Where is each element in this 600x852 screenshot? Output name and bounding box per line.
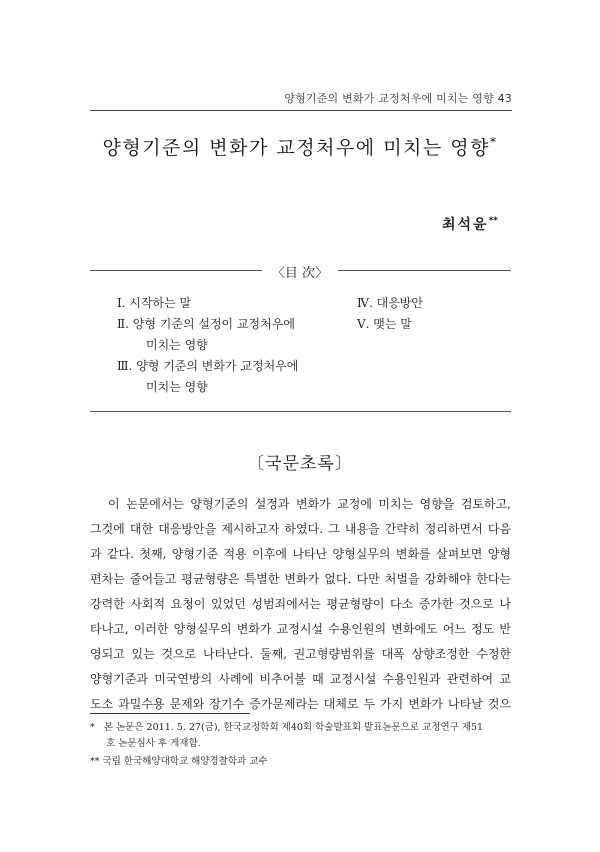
footnote-1-text: 본 논문은 2011. 5. 27(금), 한국교정학회 제40회 학술발표회 발표논문으로 교정연구 제51 xyxy=(103,722,484,733)
title-footnote-mark: * xyxy=(490,135,498,149)
toc-item-3-cont: 미치는 영향 xyxy=(146,380,208,394)
toc-item-3: Ⅲ. 양형 기준의 변화가 교정처우에 xyxy=(117,359,299,373)
abstract-line: 도소 과밀수용 문제와 장기수 증가문제라는 대체로 두 가지 변화가 나타날 것으 xyxy=(90,697,511,711)
abstract-line: 편차는 줄어들고 평균형량은 특별한 변화가 없다. 다만 처벌을 강화해야 한다는 xyxy=(90,572,511,586)
article-title xyxy=(0,133,600,160)
footnote-2 xyxy=(90,754,511,769)
footnote-1-mark: * xyxy=(90,722,95,733)
abstract-line: 영되고 있는 것으로 나타난다. 둘째, 권고형량범위를 대폭 상향조정한 수정한 xyxy=(90,647,511,661)
toc-title-text: 〈目 次〉 xyxy=(262,266,338,281)
abstract-line: 이 논문에서는 양형기준의 설정과 변화가 교정에 미치는 영향을 검토하고, xyxy=(108,497,511,511)
author-name xyxy=(0,214,498,234)
abstract-line: 양형기준과 미국연방의 사례에 비추어볼 때 교정시설 수용인원과 관련하여 교 xyxy=(90,672,511,686)
footnote-divider xyxy=(90,713,250,714)
author-footnote-mark: ** xyxy=(488,216,498,226)
toc-item-2-cont: 미치는 영향 xyxy=(146,338,208,352)
header-divider xyxy=(90,110,512,111)
toc-item-4: Ⅳ. 대응방안 xyxy=(357,296,423,310)
article-title-text: 양형기준의 변화가 교정처우에 미치는 영향 xyxy=(102,137,491,159)
toc-title xyxy=(0,262,600,281)
abstract-line: 과 같다. 첫째, 양형기준 적용 이후에 나타난 양형실무의 변화를 살펴보면 양형 xyxy=(90,547,511,561)
abstract-line: 타나고, 이러한 양형실무의 변화가 교정시설 수용인원의 변화에도 어느 정도 반 xyxy=(90,622,511,636)
toc-item-2: Ⅱ. 양형 기준의 설정이 교정처우에 xyxy=(117,317,295,331)
footnote-2-mark: ** xyxy=(90,756,100,767)
running-header: 양형기준의 변화가 교정처우에 미치는 영향 43 xyxy=(284,92,512,105)
footnote-1-cont: 호 논문심사 후 게재함. xyxy=(106,738,201,749)
toc-item-5: Ⅴ. 맺는 말 xyxy=(357,317,412,331)
author-name-text: 최석윤 xyxy=(442,217,489,233)
footnote-2-text: 국립 한국해양대학교 해양경찰학과 교수 xyxy=(102,756,268,767)
toc-item-1: Ⅰ. 시작하는 말 xyxy=(117,296,192,310)
abstract-heading: 〔국문초록〕 xyxy=(247,454,353,474)
abstract-line: 강력한 사회적 요청이 있었던 성범죄에서는 평균형량이 다소 증가한 것으로 나 xyxy=(90,597,511,611)
footnote-1 xyxy=(90,720,511,735)
abstract-line: 그것에 대한 대응방안을 제시하고자 하였다. 그 내용을 간략히 정리하면서 다음 xyxy=(90,522,511,536)
